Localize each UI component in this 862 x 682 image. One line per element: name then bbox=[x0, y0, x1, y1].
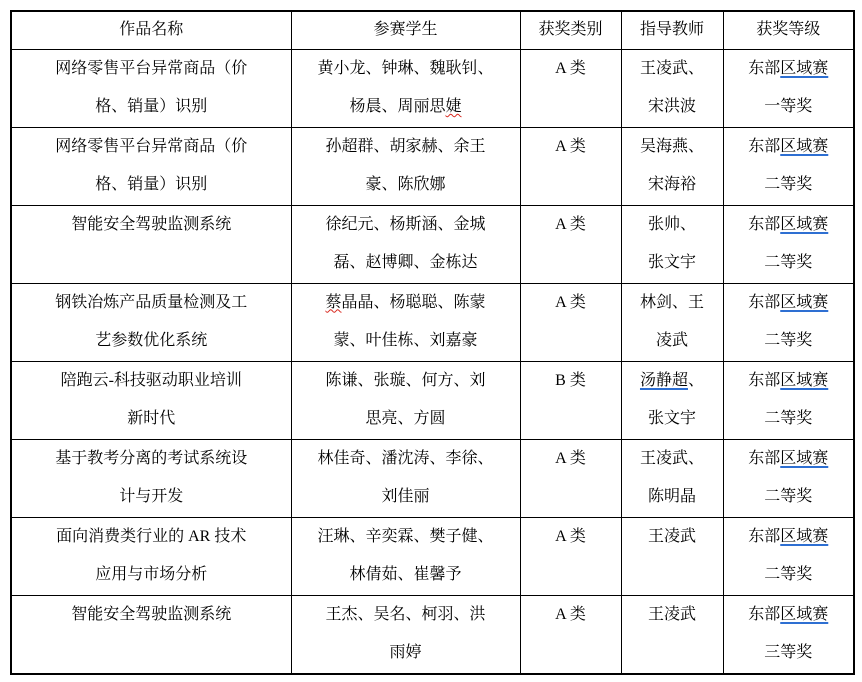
text-segment: 艺参数优化系统 bbox=[95, 332, 208, 349]
cell-teachers bbox=[621, 205, 723, 283]
text-segment: 思亮、方圆 bbox=[365, 410, 446, 427]
cell-work bbox=[11, 595, 291, 674]
text-segment: 王杰、吴名、柯羽、洪 bbox=[325, 605, 486, 623]
text-line bbox=[294, 556, 518, 595]
underlined-text-segment: 区域赛 bbox=[780, 137, 829, 155]
text-segment: 基于教考分离的考试系统设 bbox=[55, 449, 248, 467]
text-line bbox=[294, 166, 518, 205]
text-segment: 东部 bbox=[748, 527, 781, 545]
text-segment: 林倩茹、崔馨予 bbox=[349, 566, 462, 583]
text-segment: 蒙、叶佳栋、刘嘉豪 bbox=[333, 332, 478, 349]
cell-category bbox=[520, 205, 621, 283]
text-line bbox=[523, 284, 619, 323]
text-segment: 一等奖 bbox=[764, 98, 813, 115]
header-row bbox=[11, 11, 854, 49]
cell-teachers bbox=[621, 517, 723, 595]
text-segment: 豪、陈欣娜 bbox=[365, 176, 446, 193]
text-segment: A 类 bbox=[555, 449, 586, 467]
cell-teachers bbox=[621, 283, 723, 361]
cell-students bbox=[291, 283, 520, 361]
text-segment: B 类 bbox=[555, 371, 586, 389]
cell-students bbox=[291, 127, 520, 205]
underlined-text-segment: 区域赛 bbox=[780, 527, 829, 545]
text-line bbox=[726, 518, 852, 557]
text-line bbox=[523, 440, 619, 479]
text-segment: 东部 bbox=[748, 371, 781, 389]
awards-table bbox=[10, 10, 855, 675]
cell-teachers bbox=[621, 49, 723, 127]
text-line bbox=[14, 322, 289, 361]
text-segment: 计与开发 bbox=[119, 488, 184, 505]
cell-teachers bbox=[621, 361, 723, 439]
text-line bbox=[294, 50, 518, 89]
text-segment: 三等奖 bbox=[764, 644, 813, 661]
cell-category bbox=[520, 127, 621, 205]
text-segment: 二等奖 bbox=[764, 566, 813, 583]
cell-students bbox=[291, 205, 520, 283]
cell-students bbox=[291, 439, 520, 517]
column-header: 指导教师 bbox=[621, 11, 723, 49]
cell-work bbox=[11, 283, 291, 361]
table-row bbox=[11, 127, 854, 205]
text-segment: 张文宇 bbox=[647, 254, 696, 271]
text-segment: 格、销量）识别 bbox=[95, 176, 208, 193]
text-segment: 张帅、 bbox=[647, 215, 696, 233]
cell-award bbox=[723, 517, 854, 595]
text-line bbox=[14, 284, 289, 323]
text-line bbox=[624, 88, 721, 127]
underlined-text-segment: 汤静超 bbox=[639, 371, 688, 389]
cell-work bbox=[11, 205, 291, 283]
text-line bbox=[624, 166, 721, 205]
text-line bbox=[726, 206, 852, 245]
underlined-text-segment: 区域赛 bbox=[780, 449, 829, 467]
cell-award bbox=[723, 205, 854, 283]
cell-work bbox=[11, 361, 291, 439]
text-line bbox=[624, 322, 721, 361]
text-segment: 、 bbox=[688, 371, 705, 389]
text-segment: 刘佳丽 bbox=[381, 488, 430, 505]
text-line bbox=[14, 556, 289, 595]
cell-award bbox=[723, 49, 854, 127]
text-line bbox=[624, 362, 721, 401]
column-header: 获奖等级 bbox=[723, 11, 854, 49]
text-line bbox=[726, 88, 852, 127]
cell-category bbox=[520, 595, 621, 674]
text-line bbox=[294, 518, 518, 557]
text-segment: A 类 bbox=[555, 605, 586, 623]
text-segment: 徐纪元、杨斯涵、金城 bbox=[325, 215, 486, 233]
text-line bbox=[726, 478, 852, 517]
text-line bbox=[624, 206, 721, 245]
column-header: 参赛学生 bbox=[291, 11, 520, 49]
text-segment: 智能安全驾驶监测系统 bbox=[71, 605, 232, 623]
text-line bbox=[294, 128, 518, 167]
underlined-text-segment: 婕 bbox=[445, 98, 462, 115]
text-segment: 王凌武、 bbox=[639, 449, 704, 467]
text-segment: 东部 bbox=[748, 59, 781, 77]
text-segment: 网络零售平台异常商品（价 bbox=[55, 59, 248, 77]
text-line bbox=[726, 440, 852, 479]
text-line bbox=[294, 88, 518, 127]
text-line bbox=[294, 596, 518, 635]
text-segment: 二等奖 bbox=[764, 176, 813, 193]
text-segment: 宋洪波 bbox=[647, 98, 696, 115]
table-row bbox=[11, 439, 854, 517]
text-segment: 晶晶、杨聪聪、陈蒙 bbox=[341, 293, 486, 311]
cell-award bbox=[723, 361, 854, 439]
table-body bbox=[11, 49, 854, 674]
text-segment: 宋海裕 bbox=[647, 176, 696, 193]
text-segment: 二等奖 bbox=[764, 410, 813, 427]
text-line bbox=[294, 440, 518, 479]
text-segment: 林剑、王 bbox=[639, 293, 704, 311]
text-segment: 陪跑云-科技驱动职业培训 bbox=[60, 371, 242, 389]
text-line bbox=[294, 322, 518, 361]
text-line bbox=[14, 478, 289, 517]
text-line bbox=[726, 284, 852, 323]
text-segment: 东部 bbox=[748, 605, 781, 623]
table-row bbox=[11, 283, 854, 361]
underlined-text-segment: 蔡 bbox=[325, 293, 342, 311]
cell-award bbox=[723, 283, 854, 361]
text-line bbox=[523, 128, 619, 167]
text-line bbox=[624, 478, 721, 517]
text-segment: 应用与市场分析 bbox=[95, 566, 208, 583]
text-line bbox=[624, 244, 721, 283]
text-segment: 东部 bbox=[748, 293, 781, 311]
table-row bbox=[11, 49, 854, 127]
text-line bbox=[624, 50, 721, 89]
text-line bbox=[14, 596, 289, 635]
cell-students bbox=[291, 361, 520, 439]
text-segment: 二等奖 bbox=[764, 332, 813, 349]
text-line bbox=[294, 362, 518, 401]
cell-work bbox=[11, 127, 291, 205]
underlined-text-segment: 区域赛 bbox=[780, 59, 829, 77]
text-line bbox=[523, 362, 619, 401]
text-segment: 格、销量）识别 bbox=[95, 98, 208, 115]
text-segment: 智能安全驾驶监测系统 bbox=[71, 215, 232, 233]
text-segment: 汪琳、辛奕霖、樊子健、 bbox=[317, 527, 494, 545]
text-line bbox=[14, 518, 289, 557]
text-line bbox=[523, 50, 619, 89]
text-line bbox=[726, 166, 852, 205]
text-line bbox=[294, 244, 518, 283]
cell-students bbox=[291, 595, 520, 674]
text-segment: A 类 bbox=[555, 293, 586, 311]
text-segment: 陈明晶 bbox=[647, 488, 696, 505]
text-segment: A 类 bbox=[555, 59, 586, 77]
text-line bbox=[624, 518, 721, 557]
text-segment: 东部 bbox=[748, 215, 781, 233]
text-line bbox=[726, 50, 852, 89]
cell-teachers bbox=[621, 127, 723, 205]
text-segment: 东部 bbox=[748, 449, 781, 467]
text-segment: 孙超群、胡家赫、余王 bbox=[325, 137, 486, 155]
table-header bbox=[11, 11, 854, 49]
underlined-text-segment: 区域赛 bbox=[780, 605, 829, 623]
cell-category bbox=[520, 49, 621, 127]
text-segment: 东部 bbox=[748, 137, 781, 155]
table-row bbox=[11, 595, 854, 674]
cell-students bbox=[291, 49, 520, 127]
text-segment: 杨晨、周丽思 bbox=[349, 98, 446, 115]
text-line bbox=[14, 400, 289, 439]
text-line bbox=[14, 166, 289, 205]
text-segment: A 类 bbox=[555, 137, 586, 155]
text-segment: 王凌武 bbox=[647, 605, 696, 623]
text-line bbox=[624, 284, 721, 323]
text-segment: 王凌武、 bbox=[639, 59, 704, 77]
text-line bbox=[523, 518, 619, 557]
cell-category bbox=[520, 517, 621, 595]
text-segment: 新时代 bbox=[127, 410, 176, 427]
text-segment: 凌武 bbox=[655, 332, 688, 349]
text-line bbox=[14, 88, 289, 127]
text-segment: 黄小龙、钟琳、魏耿钊、 bbox=[317, 59, 494, 77]
cell-work bbox=[11, 439, 291, 517]
table-row bbox=[11, 517, 854, 595]
text-segment: 雨婷 bbox=[389, 644, 422, 661]
text-segment: 林佳奇、潘沈涛、李徐、 bbox=[317, 449, 494, 467]
text-line bbox=[294, 284, 518, 323]
text-line bbox=[624, 440, 721, 479]
text-line bbox=[14, 206, 289, 245]
cell-category bbox=[520, 361, 621, 439]
text-segment: 吴海燕、 bbox=[639, 137, 704, 155]
text-line bbox=[726, 596, 852, 635]
text-segment: A 类 bbox=[555, 527, 586, 545]
text-line bbox=[294, 478, 518, 517]
text-segment: 网络零售平台异常商品（价 bbox=[55, 137, 248, 155]
underlined-text-segment: 区域赛 bbox=[780, 293, 829, 311]
text-segment: 面向消费类行业的 AR 技术 bbox=[56, 527, 247, 545]
cell-work bbox=[11, 517, 291, 595]
text-line bbox=[726, 400, 852, 439]
text-line bbox=[14, 440, 289, 479]
text-line bbox=[624, 400, 721, 439]
text-segment: 张文宇 bbox=[647, 410, 696, 427]
text-segment: 王凌武 bbox=[647, 527, 696, 545]
text-line bbox=[726, 362, 852, 401]
cell-award bbox=[723, 127, 854, 205]
text-line bbox=[726, 322, 852, 361]
text-line bbox=[624, 596, 721, 635]
text-line bbox=[726, 244, 852, 283]
text-line bbox=[14, 128, 289, 167]
text-line bbox=[726, 634, 852, 673]
cell-award bbox=[723, 439, 854, 517]
column-header: 作品名称 bbox=[11, 11, 291, 49]
text-segment: 二等奖 bbox=[764, 488, 813, 505]
text-segment: A 类 bbox=[555, 215, 586, 233]
cell-award bbox=[723, 595, 854, 674]
cell-category bbox=[520, 439, 621, 517]
cell-category bbox=[520, 283, 621, 361]
text-line bbox=[294, 634, 518, 673]
column-header: 获奖类别 bbox=[520, 11, 621, 49]
text-segment: 二等奖 bbox=[764, 254, 813, 271]
cell-teachers bbox=[621, 439, 723, 517]
text-line bbox=[14, 362, 289, 401]
text-line bbox=[726, 128, 852, 167]
table-row bbox=[11, 361, 854, 439]
table-row bbox=[11, 205, 854, 283]
text-line bbox=[624, 128, 721, 167]
text-line bbox=[726, 556, 852, 595]
text-segment: 钢铁冶炼产品质量检测及工 bbox=[55, 293, 248, 311]
text-line bbox=[294, 206, 518, 245]
text-line bbox=[523, 206, 619, 245]
cell-teachers bbox=[621, 595, 723, 674]
underlined-text-segment: 区域赛 bbox=[780, 215, 829, 233]
cell-work bbox=[11, 49, 291, 127]
text-line bbox=[294, 400, 518, 439]
text-line bbox=[14, 50, 289, 89]
text-segment: 陈谦、张璇、何方、刘 bbox=[325, 371, 486, 389]
text-segment: 磊、赵博卿、金栋达 bbox=[333, 254, 478, 271]
text-line bbox=[523, 596, 619, 635]
cell-students bbox=[291, 517, 520, 595]
underlined-text-segment: 区域赛 bbox=[780, 371, 829, 389]
